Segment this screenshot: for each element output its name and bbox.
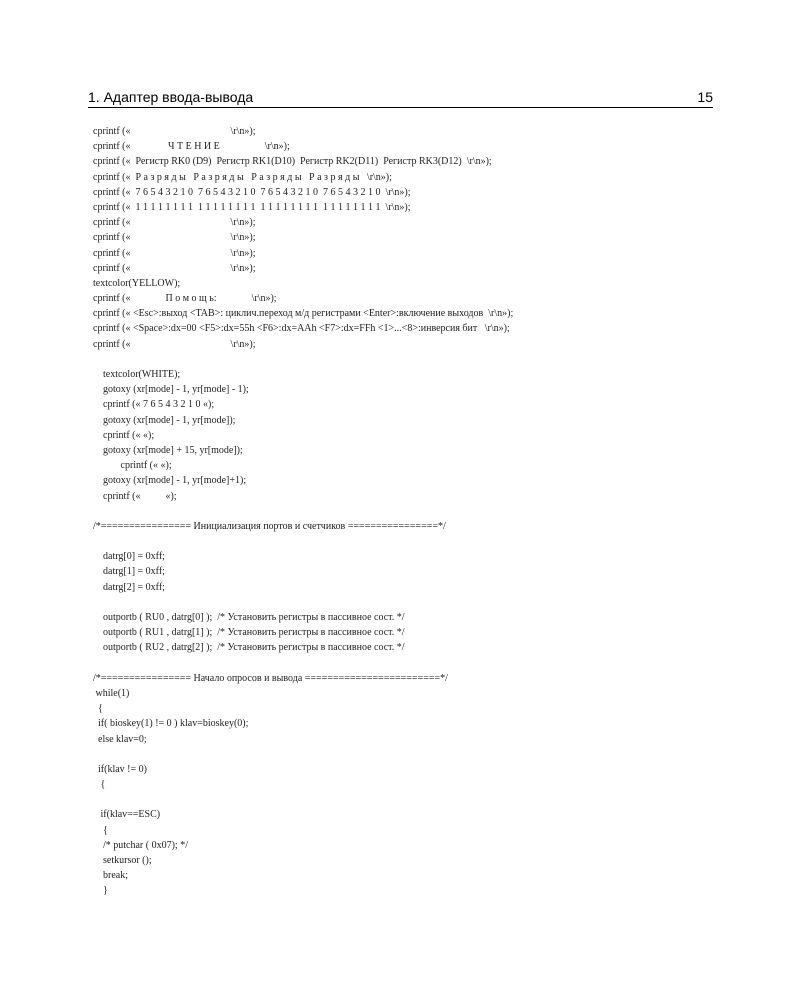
- code-line: cprintf (« Регистр RK0 (D9) Регистр RK1(D10) Регистр RK2(D11) Регистр RK3(D12) \r\n»);: [93, 156, 492, 168]
- code-line: gotoxy (xr[mode] - 1, yr[mode]+1);: [93, 475, 247, 487]
- code-line: cprintf (« <Space>:dx=00 <F5>:dx=55h <F6>:dx=AAh <F7>:dx=FFh <1>...<8>:инверсия бит \r\n»);: [93, 323, 510, 335]
- code-line: cprintf (« Р а з р я д ы Р а з р я д ы Р а з р я д ы Р а з р я д ы \r\n»);: [93, 171, 392, 183]
- code-line: gotoxy (xr[mode] + 15, yr[mode]);: [93, 444, 243, 456]
- code-line: textcolor(YELLOW);: [93, 277, 181, 289]
- chapter-title: 1. Адаптер ввода-вывода: [88, 89, 254, 105]
- code-line: cprintf (« \r\n»);: [93, 262, 256, 274]
- code-line: cprintf (« Ч Т Е Н И Е \r\n»);: [93, 141, 290, 153]
- code-line: [93, 534, 713, 549]
- code-line: cprintf (« \r\n»);: [93, 217, 256, 229]
- code-line: }: [93, 885, 108, 897]
- code-line: cprintf (« «);: [93, 429, 155, 441]
- code-line: cprintf (« 7 6 5 4 3 2 1 0 «);: [93, 399, 215, 411]
- code-line: cprintf (« \r\n»);: [93, 232, 256, 244]
- page-header: [88, 89, 713, 109]
- code-line: break;: [93, 870, 128, 882]
- code-line: {: [93, 779, 106, 791]
- code-line: [93, 504, 713, 519]
- code-line: /* putchar ( 0x07); */: [93, 839, 188, 851]
- header-rule: [88, 107, 713, 108]
- code-line: [93, 792, 713, 807]
- code-line: [93, 656, 713, 671]
- code-line: {: [93, 824, 108, 836]
- code-line: cprintf (« <Esc>:выход <TAB>: циклич.переход м/д регистрами <Enter>:включение выходов \r\n»);: [93, 308, 514, 320]
- code-line: outportb ( RU1 , datrg[1] ); /* Установить регистры в пассивное сост. */: [93, 627, 405, 639]
- code-line: [93, 747, 713, 762]
- code-line: outportb ( RU0 , datrg[0] ); /* Установить регистры в пассивное сост. */: [93, 612, 405, 623]
- code-line: /*================ Инициализация портов и счетчиков ================*/: [93, 520, 446, 532]
- code-line: cprintf (« 7 6 5 4 3 2 1 0 7 6 5 4 3 2 1 0 7 6 5 4 3 2 1 0 7 6 5 4 3 2 1 0 \r\n»);: [93, 186, 411, 198]
- code-line: {: [93, 703, 103, 715]
- code-line: cprintf (« \r\n»);: [93, 338, 256, 350]
- code-line: cprintf (« «);: [93, 490, 177, 502]
- code-line: if(klav==ESC): [93, 809, 161, 821]
- code-line: /*================ Начало опросов и вывода ========================*/: [93, 672, 448, 684]
- code-line: cprintf (« \r\n»);: [93, 126, 256, 137]
- code-line: datrg[0] = 0xff;: [93, 551, 165, 563]
- code-line: gotoxy (xr[mode] - 1, yr[mode] - 1);: [93, 384, 249, 396]
- page-number: 15: [697, 89, 713, 105]
- code-line: datrg[2] = 0xff;: [93, 581, 165, 593]
- code-line: cprintf (« \r\n»);: [93, 247, 256, 259]
- code-line: outportb ( RU2 , datrg[2] ); /* Установить регистры в пассивное сост. */: [93, 642, 405, 654]
- code-line: while(1): [93, 687, 130, 699]
- code-line: [93, 352, 713, 367]
- code-line: if( bioskey(1) != 0 ) klav=bioskey(0);: [93, 718, 249, 730]
- code-line: cprintf (« 1 1 1 1 1 1 1 1 1 1 1 1 1 1 1 1 1 1 1 1 1 1 1 1 1 1 1 1 1 1 1 1 \r\n»);: [93, 201, 411, 213]
- code-line: if(klav != 0): [93, 763, 147, 775]
- code-line: textcolor(WHITE);: [93, 369, 181, 380]
- code-line: datrg[1] = 0xff;: [93, 566, 165, 578]
- code-line: cprintf (« П о м о щ ь: \r\n»);: [93, 293, 277, 305]
- code-line: else klav=0;: [93, 733, 147, 745]
- code-line: cprintf (« «);: [93, 460, 172, 472]
- code-listing: [93, 124, 713, 899]
- code-line: setkursor ();: [93, 855, 152, 866]
- code-line: gotoxy (xr[mode] - 1, yr[mode]);: [93, 414, 236, 426]
- code-line: [93, 595, 713, 610]
